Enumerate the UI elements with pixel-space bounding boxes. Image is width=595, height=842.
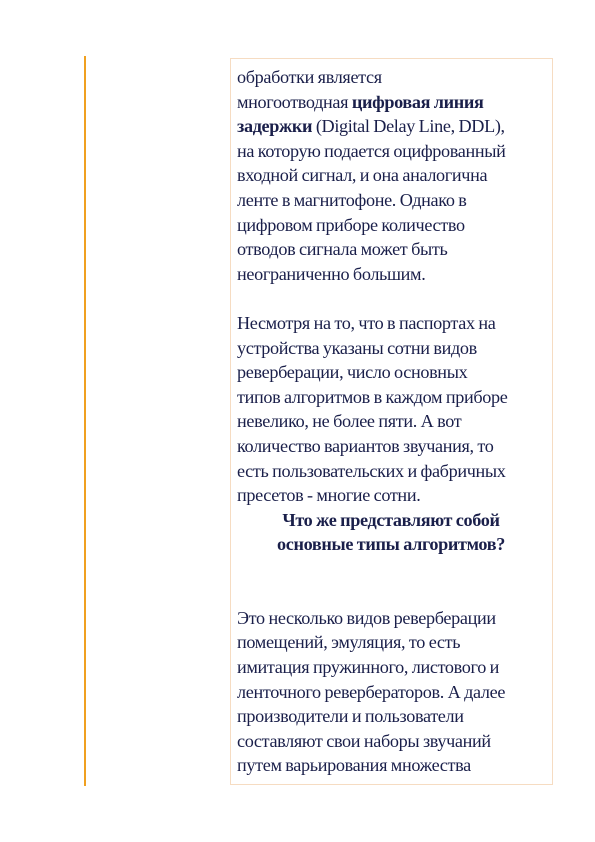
text-line	[237, 114, 553, 139]
paragraph-2	[237, 311, 553, 508]
heading-line: основные типы алгоритмов?	[277, 534, 505, 555]
text-line: количество вариантов звучания, то	[237, 435, 494, 456]
section-heading	[237, 508, 553, 557]
left-margin-rule	[84, 56, 86, 786]
text-line: ленте в магнитофоне. Однако в	[237, 189, 467, 210]
text-line: реверберации, число основных	[237, 362, 468, 383]
text-line	[237, 90, 553, 115]
text-line: помещений, эмуляция, то есть	[237, 632, 461, 653]
text-line: есть пользовательских и фабричных	[237, 460, 506, 481]
text-line: пресетов - многие сотни.	[237, 485, 421, 506]
text-line: неограниченно большим.	[237, 263, 426, 284]
text-line: цифровом приборе количество	[237, 214, 465, 235]
paragraph-3	[237, 606, 553, 778]
text-run: многоотводная	[237, 91, 352, 112]
text-line: путем варьирования множества	[237, 755, 471, 776]
text-body	[237, 65, 553, 778]
text-line: ленточного ревербераторов. А далее	[237, 681, 506, 702]
bold-term: задержки	[237, 116, 313, 137]
bold-term: цифровая линия	[351, 91, 484, 112]
paragraph-gap	[237, 557, 553, 606]
text-line: отводов сигнала может быть	[237, 239, 448, 260]
text-line: производители и пользователи	[237, 706, 464, 727]
paragraph-1	[237, 65, 553, 286]
text-line: Несмотря на то, что в паспортах на	[237, 312, 496, 333]
text-line: составляют свои наборы звучаний	[237, 730, 491, 751]
text-line: Это несколько видов реверберации	[237, 607, 496, 628]
text-line: типов алгоритмов в каждом приборе	[237, 386, 508, 407]
text-line: устройства указаны сотни видов	[237, 337, 477, 358]
text-frame	[230, 58, 553, 785]
text-line: обработки является	[237, 67, 382, 87]
text-line: невелико, не более пяти. А вот	[237, 411, 462, 432]
text-line: имитация пружинного, листового и	[237, 657, 500, 678]
heading-line: Что же представляют собой	[282, 509, 500, 530]
text-run: (Digital Delay Line, DDL),	[312, 116, 505, 137]
text-line: входной сигнал, и она аналогична	[237, 165, 488, 186]
text-line: на которую подается оцифрованный	[237, 140, 506, 161]
paragraph-gap	[237, 286, 553, 311]
